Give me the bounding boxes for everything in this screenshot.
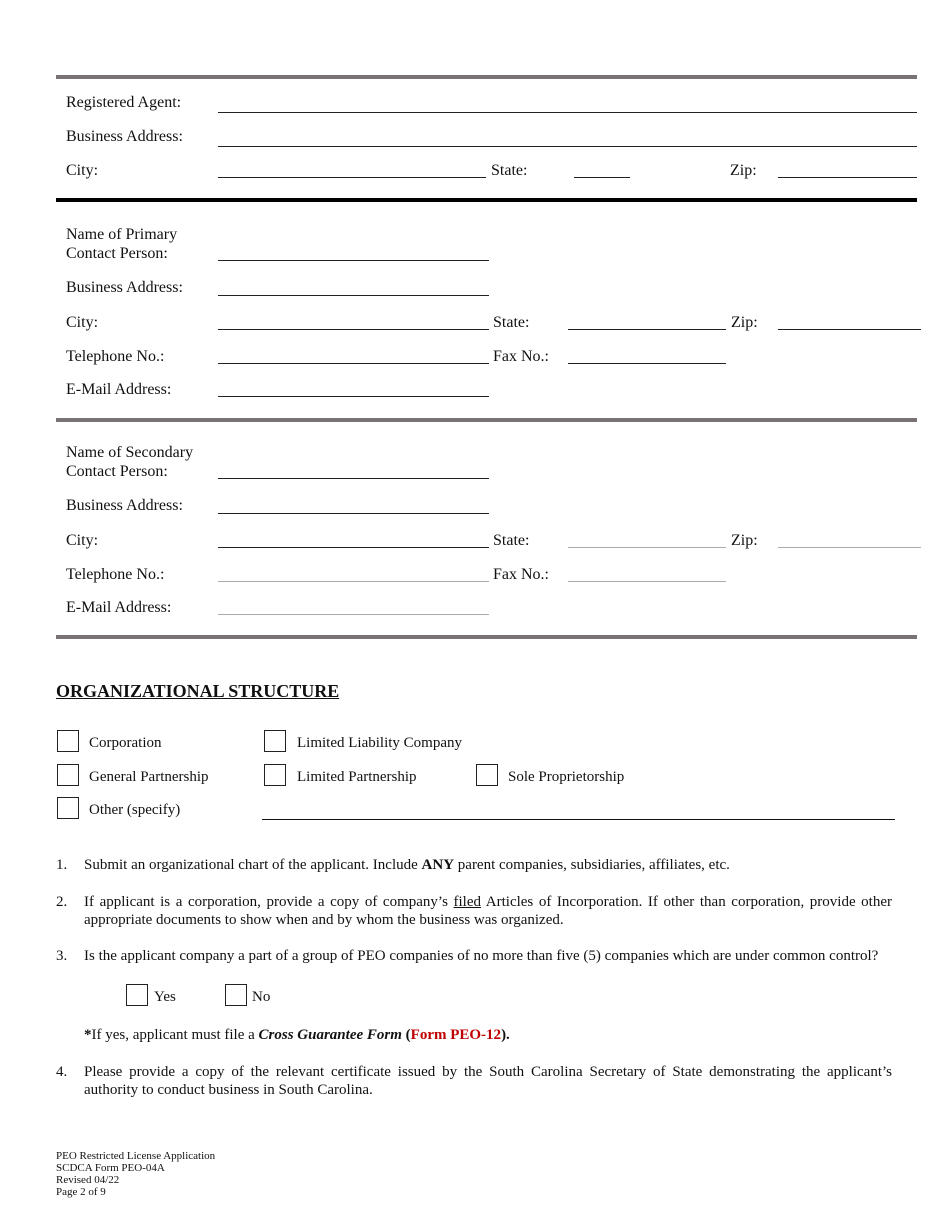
general-partnership-label: General Partnership: [89, 769, 209, 785]
agent-city-label: City:: [66, 162, 99, 179]
item-4-text: Please provide a copy of the relevant certificate issued by the South Carolina Secretary of State demonstrating the applicant’s authority to conduct business in South Carolina.: [84, 1064, 892, 1098]
primary-telephone-field[interactable]: [218, 363, 489, 364]
section-rule-gray-1: [56, 418, 917, 422]
primary-contact-label-line2: Contact Person:: [66, 245, 168, 262]
secondary-zip-field[interactable]: [778, 547, 921, 548]
corporation-label: Corporation: [89, 735, 162, 751]
agent-state-label: State:: [491, 162, 528, 179]
registered-agent-field[interactable]: [218, 112, 917, 113]
corporation-checkbox[interactable]: [57, 730, 79, 752]
general-partnership-checkbox[interactable]: [57, 764, 79, 786]
primary-fax-label: Fax No.:: [493, 348, 549, 365]
footer-line-2: SCDCA Form PEO-04A: [56, 1162, 165, 1174]
primary-state-label: State:: [493, 314, 530, 331]
form-peo-12-link[interactable]: Form PEO-12: [410, 1027, 502, 1043]
footer: [56, 1150, 215, 1198]
agent-business-address-field[interactable]: [218, 146, 917, 147]
section-rule-black: [56, 198, 917, 202]
secondary-fax-label: Fax No.:: [493, 566, 549, 583]
llc-checkbox[interactable]: [264, 730, 286, 752]
item-3-number: 3.: [56, 948, 68, 964]
primary-fax-field[interactable]: [568, 363, 726, 364]
secondary-city-field[interactable]: [218, 547, 489, 548]
no-label: No: [252, 989, 271, 1005]
secondary-contact-label-line1: Name of Secondary: [66, 444, 194, 461]
yes-checkbox[interactable]: [126, 984, 148, 1006]
org-structure-heading: ORGANIZATIONAL STRUCTURE: [56, 681, 340, 701]
primary-zip-label: Zip:: [731, 314, 758, 331]
other-checkbox[interactable]: [57, 797, 79, 819]
agent-business-address-label: Business Address:: [66, 128, 183, 145]
secondary-telephone-label: Telephone No.:: [66, 566, 165, 583]
primary-email-label: E-Mail Address:: [66, 381, 172, 398]
secondary-telephone-field[interactable]: [218, 581, 489, 582]
yes-label: Yes: [154, 989, 176, 1005]
item-2-number: 2.: [56, 894, 68, 910]
primary-telephone-label: Telephone No.:: [66, 348, 165, 365]
secondary-email-label: E-Mail Address:: [66, 599, 172, 616]
top-rule: [56, 75, 917, 79]
primary-zip-field[interactable]: [778, 329, 921, 330]
secondary-contact-name-field[interactable]: [218, 478, 489, 479]
primary-business-address-field[interactable]: [218, 295, 489, 296]
limited-partnership-checkbox[interactable]: [264, 764, 286, 786]
primary-city-field[interactable]: [218, 329, 489, 330]
secondary-state-label: State:: [493, 532, 530, 549]
llc-label: Limited Liability Company: [297, 735, 462, 751]
secondary-business-address-label: Business Address:: [66, 497, 183, 514]
other-label: Other (specify): [89, 802, 181, 818]
section-rule-gray-2: [56, 635, 917, 639]
secondary-business-address-field[interactable]: [218, 513, 489, 514]
secondary-zip-label: Zip:: [731, 532, 758, 549]
cross-guarantee-note: *If yes, applicant must file a Cross Guarantee Form (Form PEO-12).: [84, 1027, 510, 1043]
primary-contact-name-field[interactable]: [218, 260, 489, 261]
primary-state-field[interactable]: [568, 329, 726, 330]
primary-email-field[interactable]: [218, 396, 489, 397]
item-2-text: If applicant is a corporation, provide a copy of company’s filed Articles of Incorporation. If other than corporation, provide other appropriate documents to show when and by whom the business was organized.: [84, 894, 893, 928]
item-3-text: Is the applicant company a part of a group of PEO companies of no more than five (5) companies which are under common control?: [84, 948, 879, 964]
agent-zip-field[interactable]: [778, 177, 917, 178]
footer-line-1: PEO Restricted License Application: [56, 1150, 216, 1162]
footer-line-3: Revised 04/22: [56, 1174, 120, 1186]
secondary-email-field[interactable]: [218, 614, 489, 615]
limited-partnership-label: Limited Partnership: [297, 769, 417, 785]
sole-proprietorship-label: Sole Proprietorship: [508, 769, 625, 785]
other-specify-field[interactable]: [262, 819, 895, 820]
secondary-city-label: City:: [66, 532, 99, 549]
primary-contact-label-line1: Name of Primary: [66, 226, 178, 243]
sole-proprietorship-checkbox[interactable]: [476, 764, 498, 786]
item-4-number: 4.: [56, 1064, 68, 1080]
secondary-contact-label-line2: Contact Person:: [66, 463, 168, 480]
secondary-fax-field[interactable]: [568, 581, 726, 582]
registered-agent-label: Registered Agent:: [66, 94, 182, 111]
primary-business-address-label: Business Address:: [66, 279, 183, 296]
agent-state-field[interactable]: [574, 177, 630, 178]
footer-line-4: Page 2 of 9: [56, 1186, 106, 1198]
item-1-number: 1.: [56, 857, 68, 873]
agent-city-field[interactable]: [218, 177, 486, 178]
item-1-text: Submit an organizational chart of the applicant. Include ANY parent companies, subsidiaries, affiliates, etc.: [84, 857, 730, 873]
no-checkbox[interactable]: [225, 984, 247, 1006]
primary-city-label: City:: [66, 314, 99, 331]
secondary-state-field[interactable]: [568, 547, 726, 548]
agent-zip-label: Zip:: [730, 162, 757, 179]
